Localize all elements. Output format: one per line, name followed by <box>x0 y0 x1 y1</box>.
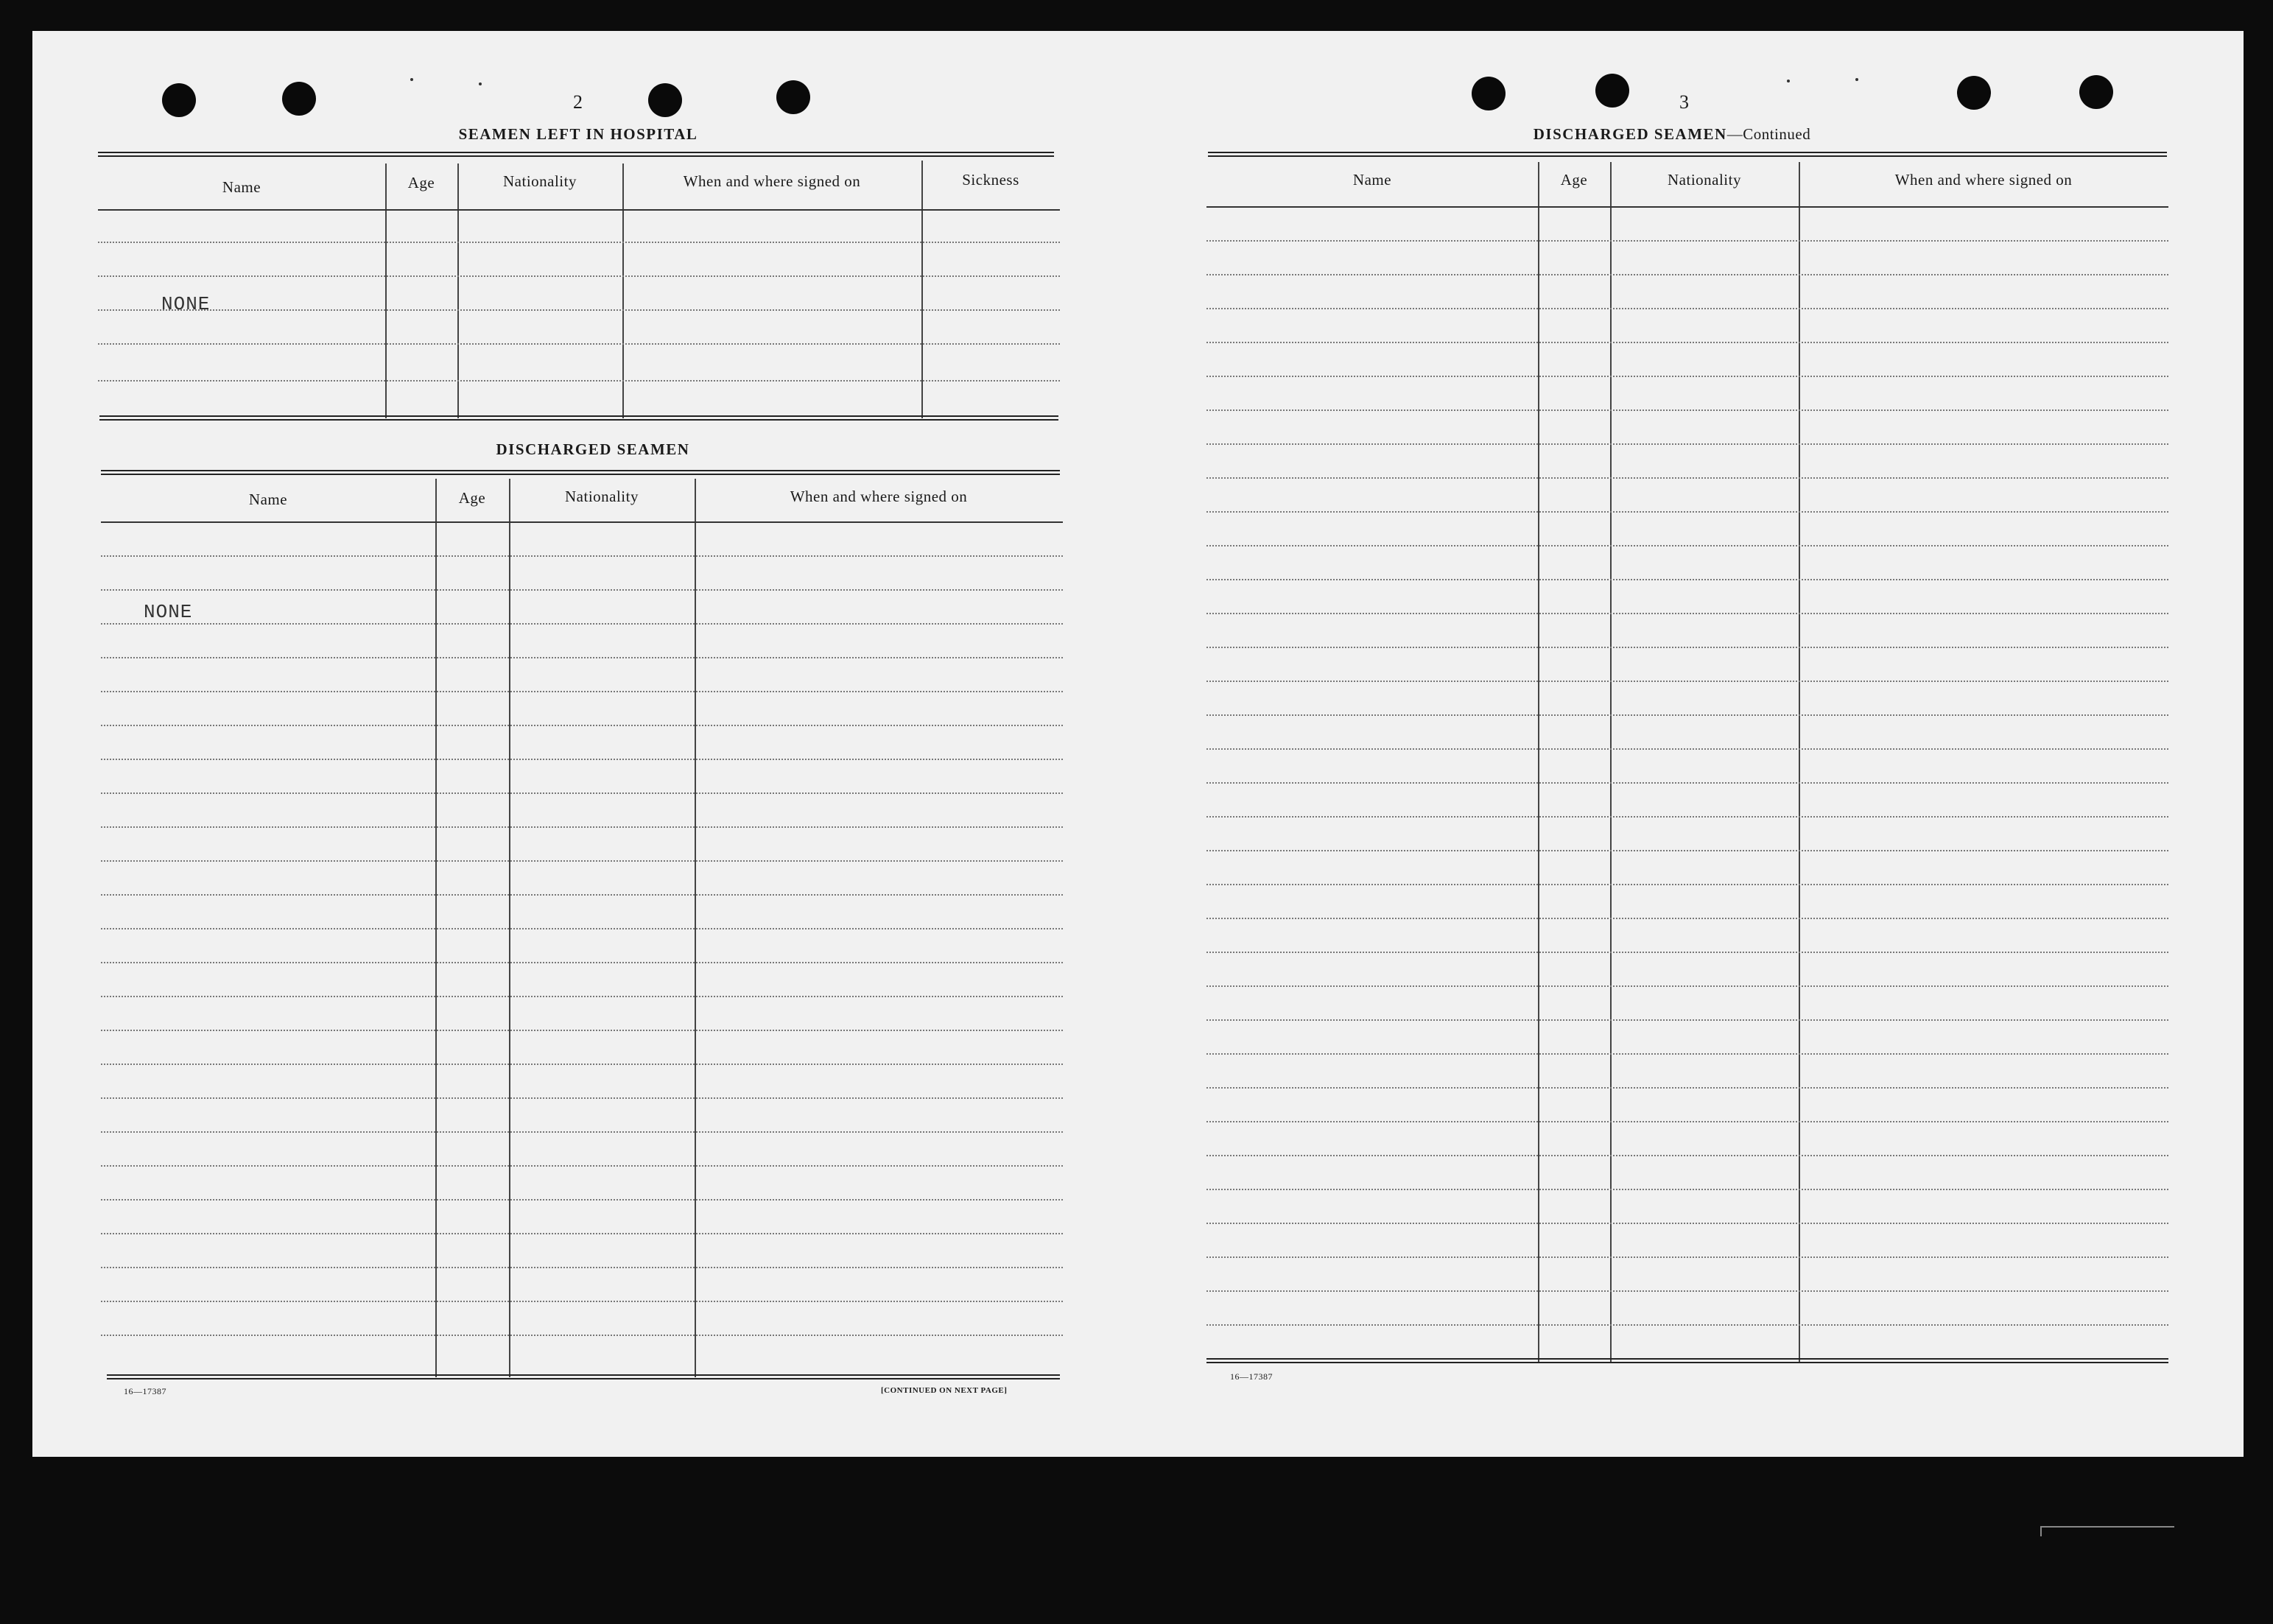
entry-line <box>1206 782 2168 784</box>
entry-line <box>1206 1324 2168 1326</box>
header-underline <box>101 521 1063 523</box>
entry-line <box>101 792 1063 794</box>
hospital-table <box>98 161 1060 426</box>
hospital-top-rule <box>98 152 1054 157</box>
punch-hole <box>648 83 682 117</box>
entry-line <box>1206 274 2168 275</box>
header-underline <box>98 209 1060 211</box>
discharged-section-title: DISCHARGED SEAMEN <box>496 440 690 458</box>
entry-line <box>1206 985 2168 987</box>
entry-line <box>1206 1053 2168 1055</box>
entry-line <box>1206 918 2168 919</box>
punch-hole <box>162 83 196 117</box>
table-bottom-rule <box>107 1374 1060 1379</box>
col-header-nationality: Nationality <box>503 172 577 190</box>
entry-line <box>101 996 1063 997</box>
table-bottom-rule <box>1206 1358 2168 1363</box>
entry-line <box>1206 647 2168 648</box>
col-header-sickness: Sickness <box>962 171 1019 189</box>
entry-line <box>101 1097 1063 1099</box>
entry-line <box>101 1267 1063 1268</box>
col-header-nationality: Nationality <box>1668 171 1741 189</box>
entry-line <box>98 380 1060 382</box>
continued-on-next-page: [CONTINUED ON NEXT PAGE] <box>881 1386 1008 1395</box>
entry-line <box>1206 1256 2168 1258</box>
right-top-rule <box>1208 152 2167 157</box>
speck <box>1787 80 1790 82</box>
entry-line <box>101 1301 1063 1302</box>
title-main: DISCHARGED SEAMEN <box>1533 125 1727 143</box>
speck <box>1855 78 1858 81</box>
col-header-name: Name <box>248 491 288 508</box>
hospital-section-title: SEAMEN LEFT IN HOSPITAL <box>458 125 698 143</box>
entry-line <box>1206 748 2168 750</box>
punch-hole <box>1472 77 1506 110</box>
entry-line <box>1206 1155 2168 1156</box>
col-header-name: Name <box>222 178 261 196</box>
entry-line <box>1206 1223 2168 1224</box>
discharged-table <box>101 479 1063 1385</box>
entry-line <box>101 589 1063 591</box>
entry-line <box>1206 342 2168 343</box>
col-header-signed-on: When and where signed on <box>683 172 861 190</box>
discharged-entry-none: NONE <box>144 601 193 623</box>
col-header-age: Age <box>407 174 435 191</box>
right-form-number: 16—17387 <box>1230 1371 1273 1382</box>
entry-line <box>1206 613 2168 614</box>
entry-line <box>1206 1121 2168 1122</box>
col-header-age: Age <box>1560 171 1588 189</box>
entry-line <box>98 309 1060 311</box>
entry-line <box>1206 477 2168 479</box>
col-header-signed-on: When and where signed on <box>790 488 968 505</box>
col-header-signed-on: When and where signed on <box>1894 171 2073 189</box>
punch-hole <box>2079 75 2113 109</box>
entry-line <box>101 826 1063 828</box>
entry-line <box>101 725 1063 726</box>
entry-line <box>1206 681 2168 682</box>
entry-line <box>101 759 1063 760</box>
entry-line <box>101 623 1063 625</box>
entry-line <box>1206 884 2168 885</box>
entry-line <box>98 242 1060 243</box>
entry-line <box>101 1199 1063 1201</box>
entry-line <box>101 894 1063 896</box>
right-page-number: 3 <box>1679 91 1689 113</box>
entry-line <box>1206 376 2168 377</box>
entry-line <box>101 962 1063 963</box>
entry-line <box>101 1335 1063 1336</box>
col-header-age: Age <box>458 489 486 507</box>
discharged-continued-title <box>1429 125 1915 144</box>
entry-line <box>1206 308 2168 309</box>
entry-line <box>1206 816 2168 818</box>
entry-line <box>1206 240 2168 242</box>
col-header-nationality: Nationality <box>565 488 639 505</box>
entry-line <box>101 860 1063 862</box>
entry-line <box>1206 850 2168 851</box>
entry-line <box>1206 1189 2168 1190</box>
entry-line <box>1206 443 2168 445</box>
punch-hole <box>1957 76 1991 110</box>
entry-line <box>1206 579 2168 580</box>
entry-line <box>101 1165 1063 1167</box>
table-bottom-rule <box>99 415 1058 421</box>
discharged-top-rule <box>101 470 1060 475</box>
scan-artifact <box>2040 1526 2174 1536</box>
discharged-continued-table <box>1206 159 2168 1367</box>
entry-line <box>101 1064 1063 1065</box>
left-form-number: 16—17387 <box>124 1386 166 1396</box>
entry-line <box>98 343 1060 345</box>
entry-line <box>1206 1087 2168 1089</box>
entry-line <box>101 1131 1063 1133</box>
punch-hole <box>776 80 810 114</box>
entry-line <box>1206 714 2168 716</box>
entry-line <box>101 1030 1063 1031</box>
col-header-name: Name <box>1352 171 1392 189</box>
entry-line <box>1206 952 2168 953</box>
entry-line <box>101 691 1063 692</box>
entry-line <box>101 555 1063 557</box>
entry-line <box>1206 409 2168 411</box>
entry-line <box>1206 511 2168 513</box>
hospital-entry-none: NONE <box>161 293 211 315</box>
entry-line <box>98 275 1060 277</box>
punch-hole <box>282 82 316 116</box>
entry-line <box>101 657 1063 658</box>
speck <box>410 78 413 81</box>
left-page-number: 2 <box>573 91 583 113</box>
speck <box>479 82 482 85</box>
entry-line <box>101 1233 1063 1234</box>
entry-line <box>1206 1290 2168 1292</box>
entry-line <box>101 928 1063 929</box>
title-continued: —Continued <box>1726 125 1811 143</box>
entry-line <box>1206 1019 2168 1021</box>
punch-hole <box>1595 74 1629 108</box>
entry-line <box>1206 545 2168 546</box>
header-underline <box>1206 206 2168 208</box>
